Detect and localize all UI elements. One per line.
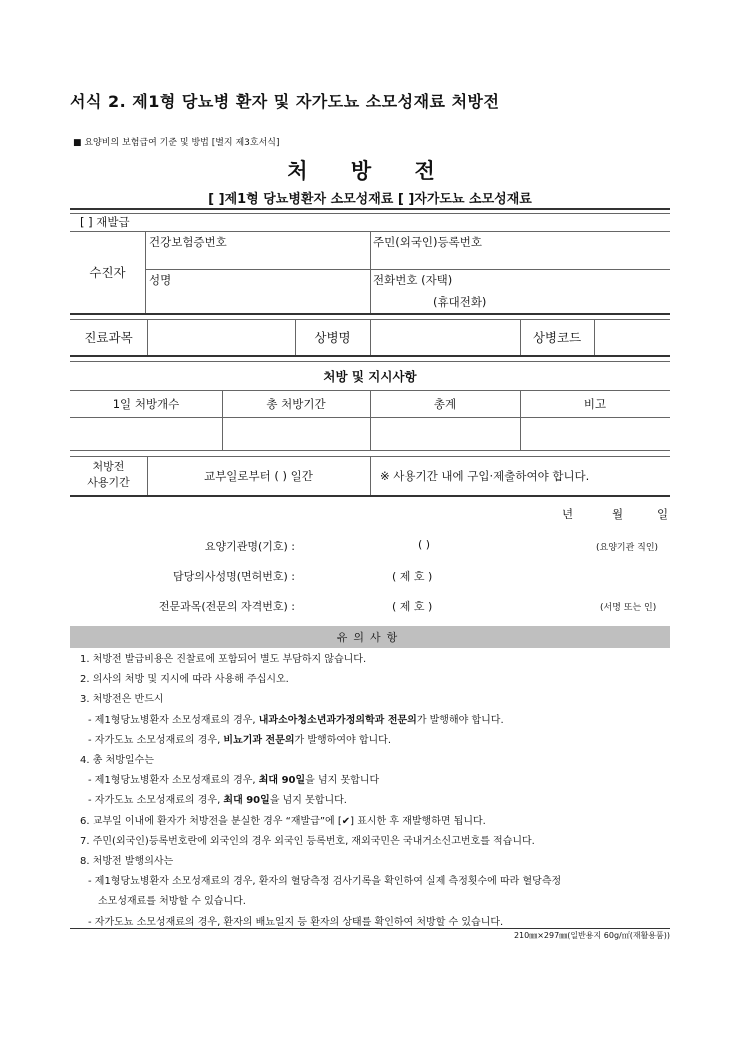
department-label: 진료과목 [84, 330, 133, 345]
note-8a: - 제1형당뇨병환자 소모성재료의 경우, 환자의 혈당측정 검사기록을 확인하여 실제 측정횟수에 따라 혈당측정 [88, 876, 562, 888]
signature-label: (서명 또는 인) [600, 603, 657, 613]
notice-list [80, 650, 561, 933]
institution-name-label: 요양기관명(기호) : [204, 540, 295, 553]
rx-heading: 처방 및 지시사항 [323, 368, 417, 384]
paper-spec: 210㎜×297㎜(일반용지 60g/㎡(재활용품)) [513, 931, 670, 940]
note-6: 6. 교부일 이내에 환자가 처방전을 분실한 경우 “재발급”에 [✔] 표시한 후 재발행하면 됩니다. [80, 815, 486, 827]
note-4a-suffix: 을 넘지 못합니다 [305, 775, 380, 787]
specialty-label: 전문과목(전문의 자격번호) : [158, 600, 295, 613]
total-period-field[interactable] [223, 418, 369, 450]
note-3b-suffix: 가 발행하여야 합니다. [294, 734, 392, 746]
home-phone-field[interactable]: 전화번호 (자택) [373, 273, 453, 287]
note-4b [80, 791, 561, 811]
remarks-field[interactable] [521, 418, 669, 450]
disease-code-field[interactable] [595, 319, 670, 355]
document-title: 서식 2. 제1형 당뇨병 환자 및 자가도뇨 소모성재료 처방전 [70, 92, 500, 111]
note-4a-bold: 최대 90일 [258, 775, 306, 787]
license-number-field[interactable]: ( 제 호 ) [392, 570, 433, 583]
note-3a-text: - 제1형당뇨병환자 소모성재료의 경우, [88, 714, 259, 726]
doctor-name-label: 담당의사성명(면허번호) : [172, 570, 295, 583]
usage-period-label-line2: 사용기간 [87, 476, 130, 489]
note-4b-bold: 최대 90일 [223, 795, 270, 807]
note-4: 4. 총 처방일수는 [80, 755, 154, 767]
note-4b-suffix: 을 넘지 못합니다. [269, 795, 347, 807]
day-label: 일 [657, 507, 669, 521]
page-title: 처 방 전 [287, 159, 453, 183]
institution-code-field[interactable]: ( ) [418, 538, 431, 551]
note-8: 8. 처방전 발행의사는 [80, 856, 174, 868]
department-field[interactable] [148, 319, 295, 355]
note-8b: - 자가도뇨 소모성재료의 경우, 환자의 배뇨일지 등 환자의 상태를 확인하여 처방할 수 있습니다. [88, 916, 504, 928]
note-3a-bold: 내과소아청소년과가정의학과 전문의 [258, 714, 417, 726]
col-remarks: 비고 [583, 396, 607, 411]
patient-label: 수진자 [89, 265, 126, 280]
year-label: 년 [562, 507, 574, 521]
month-label: 월 [612, 507, 624, 521]
disease-field[interactable] [371, 319, 520, 355]
usage-period-label [70, 459, 147, 491]
insurance-number-field[interactable]: 건강보험증번호 [149, 235, 227, 249]
usage-period-label-line1: 처방전 [92, 460, 125, 473]
col-total: 총계 [433, 396, 457, 411]
col-total-period: 총 처방기간 [266, 396, 326, 411]
note-7: 7. 주민(외국인)등록번호란에 외국인의 경우 외국인 등록번호, 재외국민은 국내거소신고번호를 적습니다. [80, 835, 535, 847]
institution-seal-label: (요양기관 직인) [596, 543, 659, 553]
usage-period-field[interactable]: 교부일로부터 ( ) 일간 [204, 468, 313, 483]
note-2: 2. 의사의 처방 및 지시에 따라 사용해 주십시오. [80, 674, 289, 686]
note-1: 1. 처방전 발급비용은 진찰료에 포함되어 별도 부담하지 않습니다. [80, 654, 367, 665]
note-3: 3. 처방전은 반드시 [80, 694, 164, 706]
note-3b-bold: 비뇨기과 전문의 [223, 734, 295, 746]
prescription-type-selector[interactable]: [ ]제1형 당뇨병환자 소모성재료 [ ]자가도뇨 소모성재료 [208, 192, 532, 207]
specialist-number-field[interactable]: ( 제 호 ) [392, 600, 433, 613]
mobile-phone-field[interactable]: (휴대전화) [433, 295, 487, 309]
daily-count-field[interactable] [71, 418, 221, 450]
reissue-checkbox[interactable]: [ ] 재발급 [80, 215, 130, 229]
col-daily-count: 1일 처방개수 [112, 396, 180, 411]
total-field[interactable] [371, 418, 519, 450]
form-reference: ■ 요양비의 보험급여 기준 및 방법 [별지 제3호서식] [73, 138, 280, 148]
note-4a-text: - 제1형당뇨병환자 소모성재료의 경우, [88, 775, 259, 787]
resident-number-field[interactable]: 주민(외국인)등록번호 [373, 235, 482, 249]
usage-period-note: ※ 사용기간 내에 구입·제출하여야 합니다. [380, 468, 590, 483]
notice-heading: 유의사항 [70, 626, 670, 648]
note-3a-suffix: 가 발행해야 합니다. [416, 714, 504, 726]
disease-label: 상병명 [314, 330, 351, 345]
disease-code-label: 상병코드 [532, 330, 582, 345]
note-3b [80, 731, 561, 751]
note-8a-cont: 소모성재료를 처방할 수 있습니다. [98, 896, 246, 908]
note-4b-text: - 자가도뇨 소모성재료의 경우, [88, 795, 224, 807]
note-3b-text: - 자가도뇨 소모성재료의 경우, [88, 734, 224, 746]
note-4a [80, 771, 561, 791]
note-3a [80, 711, 561, 731]
patient-name-field[interactable]: 성명 [149, 273, 172, 287]
